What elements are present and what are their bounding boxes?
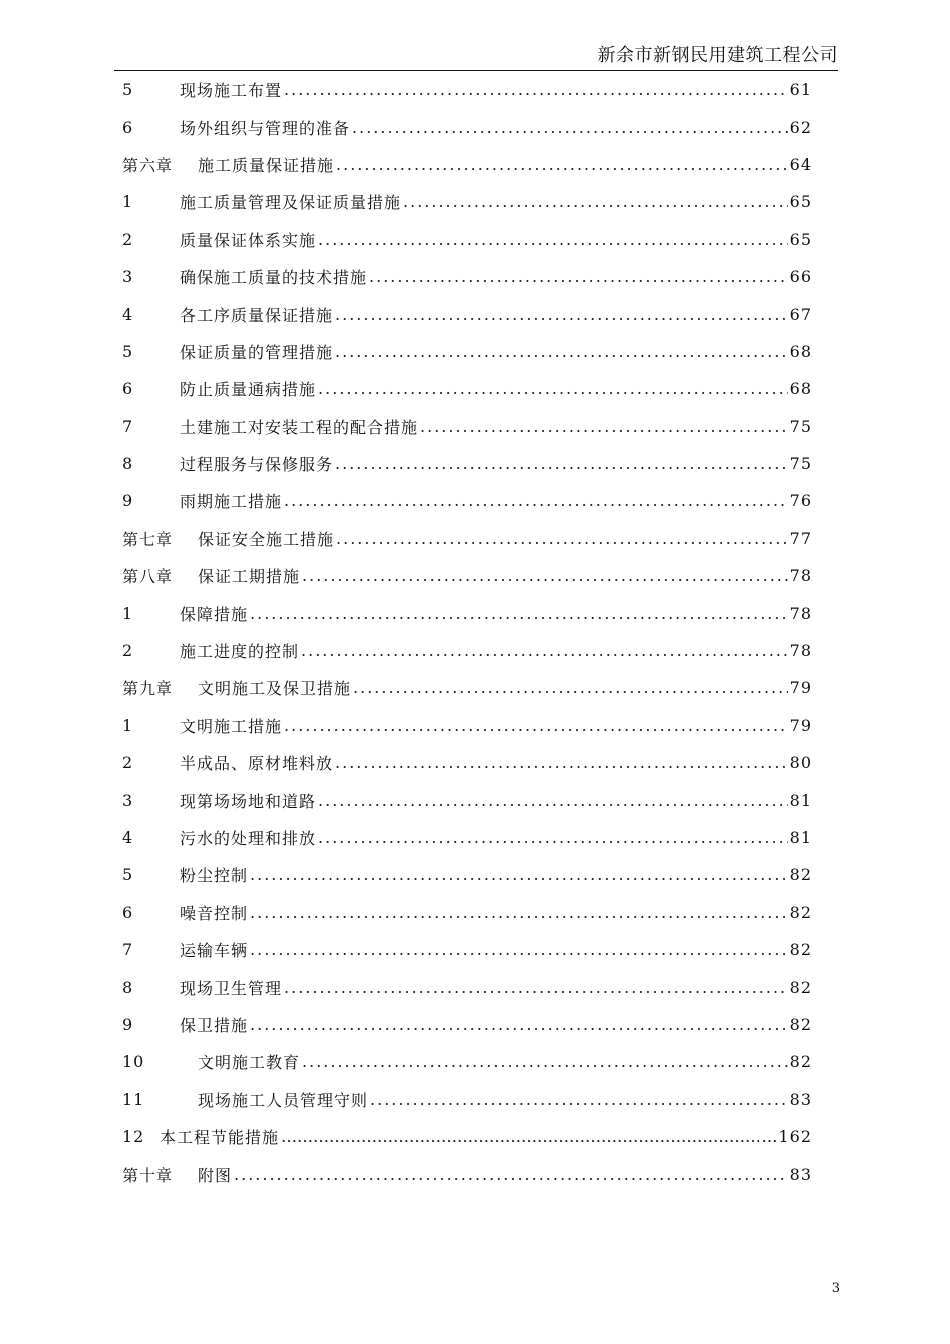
- toc-entry-page: 76: [789, 491, 812, 511]
- toc-entry[interactable]: [122, 183, 812, 220]
- toc-entry[interactable]: [122, 108, 812, 145]
- toc-leader-dots: [318, 828, 788, 847]
- toc-entry[interactable]: [122, 1118, 812, 1155]
- toc-leader-dots: [318, 230, 788, 249]
- toc-leader-dots: [281, 1127, 759, 1146]
- toc-chapter-title: 文明施工及保卫措施: [198, 679, 352, 699]
- toc-leader-dots: [403, 192, 788, 211]
- toc-entry-page: 64: [789, 154, 812, 174]
- toc-entry-title: 质量保证体系实施: [180, 230, 317, 250]
- toc-entry-page: 79: [789, 678, 812, 698]
- toc-chapter-entry[interactable]: [122, 146, 812, 183]
- toc-entry-number: 2: [122, 753, 134, 773]
- toc-entry-page: 78: [789, 641, 812, 661]
- toc-entry-number: 7: [122, 416, 134, 436]
- toc-leader-dots: [336, 529, 788, 548]
- toc-leader-dots: [335, 454, 788, 473]
- toc-leader-dots: [336, 155, 788, 174]
- toc-leader-dots: [250, 865, 788, 884]
- toc-leader-dots: [301, 641, 788, 660]
- toc-entry-page: 81: [789, 790, 812, 810]
- toc-leader-dots: [302, 566, 788, 585]
- toc-entry-page: 62: [789, 117, 812, 137]
- toc-entry-number: 10: [122, 1052, 145, 1072]
- toc-leader-dots: [284, 491, 788, 510]
- toc-entry-title: 半成品、原材堆料放: [180, 754, 334, 774]
- toc-entry-number: 4: [122, 304, 134, 324]
- toc-entry-number: 9: [122, 1014, 134, 1034]
- toc-leader-dots: [318, 791, 788, 810]
- toc-entry[interactable]: [122, 221, 812, 258]
- toc-entry-number: 3: [122, 790, 134, 810]
- toc-chapter-number: 第八章: [122, 567, 174, 587]
- toc-entry-title: 保证质量的管理措施: [180, 342, 334, 362]
- toc-entry-title: 施工质量管理及保证质量措施: [180, 193, 402, 213]
- page-number: 3: [831, 1281, 840, 1296]
- toc-chapter-entry[interactable]: [122, 1155, 812, 1192]
- toc-leader-dots: [335, 753, 788, 772]
- toc-entry-page: 67: [789, 304, 812, 324]
- toc-entry-number: 2: [122, 229, 134, 249]
- toc-chapter-title: 保证安全施工措施: [198, 529, 335, 549]
- toc-entry-number: 3: [122, 267, 134, 287]
- toc-entry-page: 78: [789, 603, 812, 623]
- toc-entry-title: 施工进度的控制: [180, 642, 300, 662]
- toc-entry[interactable]: [122, 258, 812, 295]
- toc-entry-number: 5: [122, 865, 134, 885]
- toc-entry-page: 68: [789, 379, 812, 399]
- toc-entry-title: 雨期施工措施: [180, 492, 283, 512]
- toc-entry-title: 粉尘控制: [180, 866, 249, 886]
- toc-entry-title: 现场施工布置: [180, 81, 283, 101]
- toc-entry-number: 8: [122, 977, 134, 997]
- toc-entry-page: 82: [789, 977, 812, 997]
- toc-chapter-number: 第七章: [122, 529, 174, 549]
- table-of-contents: [122, 71, 812, 1193]
- toc-entry[interactable]: [122, 445, 812, 482]
- toc-entry-page: 65: [789, 229, 812, 249]
- toc-entry-number: 11: [122, 1089, 145, 1109]
- toc-entry[interactable]: [122, 707, 812, 744]
- toc-entry-title: 现第场场地和道路: [180, 791, 317, 811]
- toc-entry-page: 77: [789, 528, 812, 548]
- toc-leader-dots: [352, 118, 788, 137]
- toc-entry-page: 80: [789, 753, 812, 773]
- toc-leader-dots: [335, 342, 788, 361]
- toc-entry-title: 防止质量通病措施: [180, 380, 317, 400]
- toc-leader-dots: [234, 1165, 788, 1184]
- toc-leader-dots: [353, 678, 788, 697]
- toc-entry-page: 82: [789, 940, 812, 960]
- toc-entry-title: 噪音控制: [180, 903, 249, 923]
- toc-entry[interactable]: [122, 819, 812, 856]
- toc-leader-dots: [420, 417, 788, 436]
- toc-entry[interactable]: [122, 931, 812, 968]
- toc-leader-dots: [369, 267, 788, 286]
- toc-entry-title: 文明施工教育: [198, 1053, 301, 1073]
- toc-entry[interactable]: [122, 856, 812, 893]
- toc-entry-page: 65: [789, 192, 812, 212]
- toc-entry-page: 68: [789, 341, 812, 361]
- toc-entry[interactable]: [122, 1043, 812, 1080]
- toc-entry-title: 场外组织与管理的准备: [180, 118, 351, 138]
- toc-entry-page: 82: [789, 902, 812, 922]
- toc-entry-title: 文明施工措施: [180, 716, 283, 736]
- toc-entry-title: 土建施工对安装工程的配合措施: [180, 417, 419, 437]
- toc-entry-number: 5: [122, 80, 134, 100]
- toc-entry-title: 现场卫生管理: [180, 978, 283, 998]
- toc-entry-page: 82: [789, 1052, 812, 1072]
- toc-entry-number: 9: [122, 491, 134, 511]
- toc-entry-number: 6: [122, 379, 134, 399]
- toc-entry-number: 1: [122, 603, 134, 623]
- toc-entry-page: …162: [761, 1127, 812, 1147]
- toc-chapter-entry[interactable]: [122, 669, 812, 706]
- toc-entry-page: 66: [789, 267, 812, 287]
- toc-entry[interactable]: [122, 71, 812, 108]
- toc-entry-number: 1: [122, 192, 134, 212]
- toc-entry-page: 81: [789, 828, 812, 847]
- toc-entry[interactable]: [122, 295, 812, 332]
- toc-entry-page: 82: [789, 1014, 812, 1034]
- toc-entry[interactable]: [122, 482, 812, 519]
- toc-entry-number: 8: [122, 454, 134, 474]
- toc-leader-dots: [370, 1090, 788, 1109]
- toc-entry[interactable]: [122, 1006, 812, 1043]
- toc-chapter-title: 附图: [198, 1165, 233, 1185]
- page-header-company: 新余市新钢民用建筑工程公司: [597, 45, 838, 66]
- toc-entry[interactable]: [122, 333, 812, 370]
- toc-leader-dots: [284, 716, 788, 735]
- toc-entry-title: 本工程节能措施: [160, 1128, 280, 1148]
- toc-entry[interactable]: [122, 781, 812, 818]
- toc-leader-dots: [284, 80, 788, 99]
- toc-leader-dots: [250, 1015, 788, 1034]
- toc-entry-page: 83: [789, 1164, 812, 1184]
- toc-entry-title: 污水的处理和排放: [180, 829, 317, 848]
- toc-chapter-entry[interactable]: [122, 520, 812, 557]
- toc-leader-dots: [318, 379, 788, 398]
- toc-entry-number: 4: [122, 828, 134, 847]
- toc-entry-title: 现场施工人员管理守则: [198, 1090, 369, 1110]
- toc-entry[interactable]: [122, 594, 812, 631]
- toc-entry[interactable]: [122, 894, 812, 931]
- toc-chapter-number: 第六章: [122, 155, 174, 175]
- toc-leader-dots: [335, 305, 788, 324]
- toc-entry-number: 6: [122, 902, 134, 922]
- toc-entry-number: 12: [122, 1127, 145, 1147]
- toc-entry-title: 运输车辆: [180, 941, 249, 961]
- toc-entry[interactable]: [122, 744, 812, 781]
- toc-entry[interactable]: [122, 1081, 812, 1118]
- toc-leader-dots: [284, 978, 788, 997]
- toc-entry-title: 保障措施: [180, 604, 249, 624]
- toc-entry-page: 79: [789, 715, 812, 735]
- toc-chapter-number: 第十章: [122, 1165, 174, 1185]
- toc-leader-dots: [250, 604, 788, 623]
- toc-entry-title: 确保施工质量的技术措施: [180, 268, 368, 288]
- toc-chapter-title: 施工质量保证措施: [198, 155, 335, 175]
- toc-entry-number: 2: [122, 641, 134, 661]
- toc-entry-page: 82: [789, 865, 812, 885]
- toc-entry-page: 75: [789, 416, 812, 436]
- toc-entry-page: 75: [789, 454, 812, 474]
- toc-entry[interactable]: [122, 968, 812, 1005]
- toc-chapter-number: 第九章: [122, 679, 174, 699]
- toc-entry-title: 过程服务与保修服务: [180, 455, 334, 475]
- toc-entry[interactable]: [122, 632, 812, 669]
- toc-entry[interactable]: [122, 408, 812, 445]
- toc-leader-dots: [250, 903, 788, 922]
- toc-entry-number: 6: [122, 117, 134, 137]
- toc-entry-page: 78: [789, 566, 812, 586]
- toc-leader-dots: [250, 940, 788, 959]
- toc-entry-number: 1: [122, 715, 134, 735]
- toc-entry-page: 83: [789, 1089, 812, 1109]
- toc-entry-page: 61: [789, 80, 812, 100]
- toc-entry-title: 各工序质量保证措施: [180, 305, 334, 325]
- toc-entry-title: 保卫措施: [180, 1015, 249, 1035]
- toc-leader-dots: [302, 1052, 788, 1071]
- toc-chapter-entry[interactable]: [122, 557, 812, 594]
- toc-entry[interactable]: [122, 370, 812, 407]
- toc-chapter-title: 保证工期措施: [198, 567, 301, 587]
- toc-entry-number: 7: [122, 940, 134, 960]
- toc-entry-number: 5: [122, 341, 134, 361]
